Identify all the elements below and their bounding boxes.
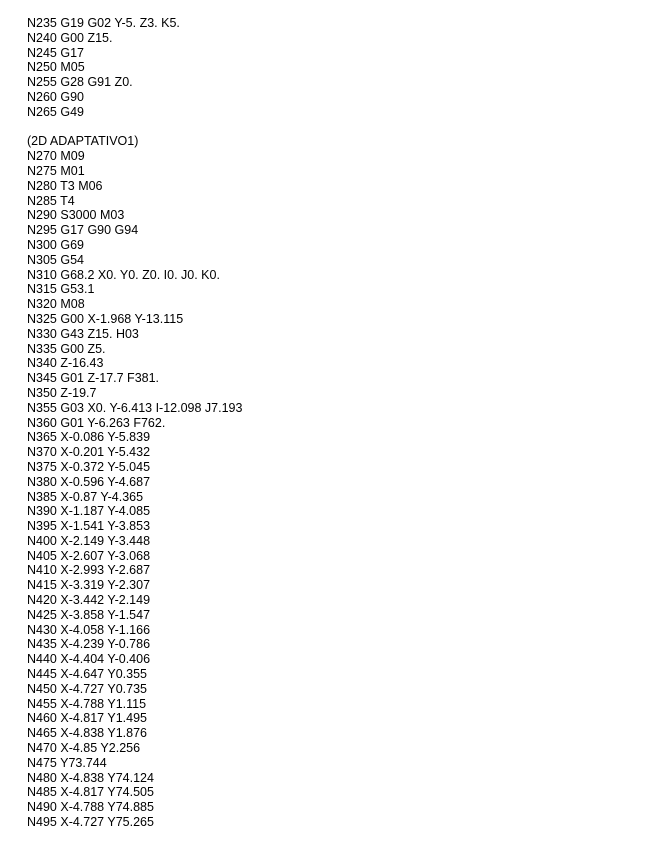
code-line: N440 X-4.404 Y-0.406 — [27, 652, 151, 667]
code-line: N340 Z-16.43 — [27, 356, 104, 371]
code-line: N435 X-4.239 Y-0.786 — [27, 637, 151, 652]
code-line: N370 X-0.201 Y-5.432 — [27, 445, 151, 460]
code-line: N295 G17 G90 G94 — [27, 223, 139, 238]
code-line: N410 X-2.993 Y-2.687 — [27, 563, 151, 578]
code-line: N305 G54 — [27, 252, 84, 267]
code-line: N335 G00 Z5. — [27, 341, 106, 356]
code-line: N310 G68.2 X0. Y0. Z0. I0. J0. K0. — [27, 267, 220, 282]
gcode-document — [27, 16, 655, 830]
code-line: N390 X-1.187 Y-4.085 — [27, 504, 151, 519]
code-line: N430 X-4.058 Y-1.166 — [27, 622, 151, 637]
code-line: N285 T4 — [27, 193, 75, 208]
code-line: N395 X-1.541 Y-3.853 — [27, 519, 151, 534]
code-line: N270 M09 — [27, 149, 85, 164]
code-line: N495 X-4.727 Y75.265 — [27, 815, 154, 830]
code-line: N405 X-2.607 Y-3.068 — [27, 548, 151, 563]
code-line: N485 X-4.817 Y74.505 — [27, 785, 154, 800]
code-line: N400 X-2.149 Y-3.448 — [27, 533, 151, 548]
code-line: N240 G00 Z15. — [27, 30, 113, 45]
code-line: N250 M05 — [27, 60, 85, 75]
code-line: N325 G00 X-1.968 Y-13.115 — [27, 311, 184, 326]
code-line: N380 X-0.596 Y-4.687 — [27, 474, 151, 489]
code-line: N355 G03 X0. Y-6.413 I-12.098 J7.193 — [27, 400, 243, 415]
code-line: N265 G49 — [27, 104, 84, 119]
code-line: N280 T3 M06 — [27, 178, 103, 193]
code-line: N255 G28 G91 Z0. — [27, 75, 133, 90]
code-line: N330 G43 Z15. H03 — [27, 326, 139, 341]
code-line: N290 S3000 M03 — [27, 208, 125, 223]
code-line: N360 G01 Y-6.263 F762. — [27, 415, 166, 430]
code-line: N420 X-3.442 Y-2.149 — [27, 593, 151, 608]
code-line: N320 M08 — [27, 297, 85, 312]
code-line: N260 G90 — [27, 89, 84, 104]
code-block-2 — [27, 149, 655, 830]
blank-line — [27, 120, 655, 135]
code-line: N450 X-4.727 Y0.735 — [27, 681, 148, 696]
section-comment: (2D ADAPTATIVO1) — [27, 134, 139, 149]
code-line: N475 Y73.744 — [27, 755, 107, 770]
code-line: N480 X-4.838 Y74.124 — [27, 770, 154, 785]
code-line: N415 X-3.319 Y-2.307 — [27, 578, 151, 593]
code-line: N445 X-4.647 Y0.355 — [27, 667, 148, 682]
code-line: N375 X-0.372 Y-5.045 — [27, 459, 151, 474]
code-line: N315 G53.1 — [27, 282, 95, 297]
code-line: N245 G17 — [27, 45, 84, 60]
code-line: N470 X-4.85 Y2.256 — [27, 741, 141, 756]
code-line: N490 X-4.788 Y74.885 — [27, 800, 154, 815]
code-line: N300 G69 — [27, 237, 84, 252]
code-line: N455 X-4.788 Y1.115 — [27, 696, 147, 711]
code-line: N235 G19 G02 Y-5. Z3. K5. — [27, 16, 180, 30]
code-line: N275 M01 — [27, 163, 85, 178]
code-line: N425 X-3.858 Y-1.547 — [27, 607, 151, 622]
code-line: N465 X-4.838 Y1.876 — [27, 726, 148, 741]
code-line: N345 G01 Z-17.7 F381. — [27, 371, 160, 386]
code-block-1 — [27, 16, 655, 120]
code-line: N385 X-0.87 Y-4.365 — [27, 489, 144, 504]
code-line: N350 Z-19.7 — [27, 385, 97, 400]
code-line: N365 X-0.086 Y-5.839 — [27, 430, 151, 445]
code-line: N460 X-4.817 Y1.495 — [27, 711, 148, 726]
